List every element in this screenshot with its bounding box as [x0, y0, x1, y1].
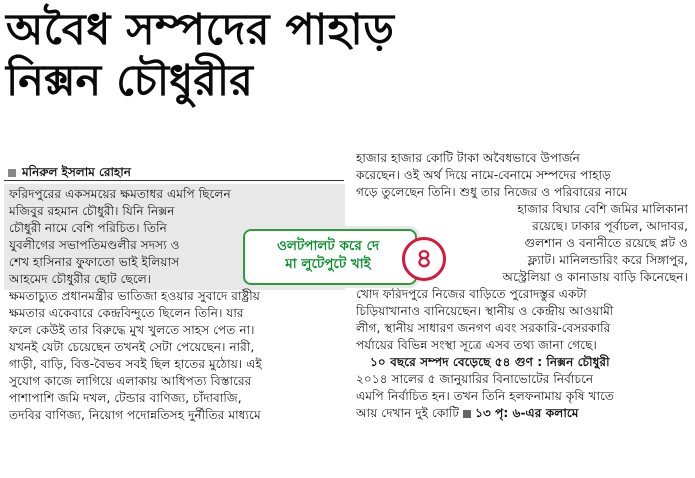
article-column-2	[356, 150, 688, 422]
col1-line: যখনই যেটা চেয়েছেন তখনই সেটা পেয়েছেন। নারী,	[9, 340, 255, 354]
continuation-jump: ১৩ পৃ: ৬-এর কলামে	[475, 406, 579, 420]
col1-line: ফরিদপুরের একসময়ের ক্ষমতাধর এমপি ছিলেন	[9, 187, 231, 201]
col1-line: গাড়ী, বাড়ি, বিত্ত-বৈভব সবই ছিল হাতের মুঠোয়। এই	[9, 357, 262, 371]
col2-line: ফ্ল্যাট। মানিলন্ডারিং করে সিঙ্গাপুর,	[527, 253, 688, 267]
col1-line: চৌধুরী নামে বেশি পরিচিত। তিনি	[9, 221, 167, 235]
col1-line: তদবির বাণিজ্য, নিয়োগ পদোন্নতিসহ দুর্নীতির মাধ্যমে	[9, 408, 261, 422]
col2-last-line	[356, 405, 688, 422]
col2-line: গুলশান ও বনানীতে রয়েছে প্লট ও	[524, 236, 688, 250]
pull-quote-text	[253, 237, 403, 273]
col2-line: পর্যায়ের বিভিন্ন সংস্থা সূত্রে এসব তথ্য জানা গেছে।	[356, 338, 597, 352]
col2-line: আয় দেখান দুই কোটি	[356, 406, 460, 420]
col2-line: চিড়িয়াখানাও বানিয়েছেন। স্থানীয় ও কেন্দ্রীয় আওয়ামী	[356, 304, 614, 318]
pull-quote	[243, 229, 417, 285]
col1-line: শেখ হাসিনার ফুফাতো ভাই ইলিয়াস	[9, 255, 180, 269]
col1-line: ক্ষমতাচ্যুত প্রধানমন্ত্রীর ভাতিজা হওয়ার সুবাদে রাষ্ট্রীয়	[9, 289, 260, 303]
col2-line: করেছেন। ওই অর্থ দিয়ে নামে-বেনামে সম্পদের পাহাড়	[356, 168, 611, 182]
col1-line: ক্ষমতার একেবারে কেন্দ্রবিন্দুতে ছিলেন তিনি। যার	[9, 306, 244, 320]
col2-line: গড়ে তুলেছেন তিনি। শুধু তার নিজের ও পরিবারের নামে	[356, 185, 628, 199]
continuation-square-icon	[463, 410, 471, 418]
pull-quote-line-1: ওলটপালট করে দে	[276, 238, 380, 254]
col1-line: পাশাপাশি জমি দখল, টেন্ডার বাণিজ্য, চাঁদাবাজি,	[9, 391, 242, 405]
headline-line-2: নিক্সন চৌধুরীর	[6, 56, 253, 107]
col2-line: এমপি নির্বাচিত হন। তখন তিনি হলফনামায় কৃষি খাতে	[356, 389, 615, 403]
col2-line: ২০১৪ সালের ৫ জানুয়ারির বিনাভোটের নির্বাচনে	[356, 372, 594, 386]
byline-author: মনিরুল ইসলাম রোহান	[22, 165, 131, 179]
col2-line: হাজার বিঘার বেশি জমির মালিকানা	[517, 202, 688, 216]
headline	[6, 5, 606, 107]
col1-line: মজিবুর রহমান চৌধুরী। যিনি নিক্সন	[9, 204, 175, 218]
col2-line: রয়েছে। ঢাকার পূর্বাচল, আদাবর,	[532, 219, 688, 233]
col1-line: ফলে কেউই তার বিরুদ্ধে মুখ খুলতে সাহস পেত না।	[9, 323, 255, 337]
col2-line: খোদ ফরিদপুরে নিজের বাড়িতে পুরোদস্তুর একটা	[356, 287, 587, 301]
series-number-badge: ৪	[402, 237, 446, 281]
bullet-icon	[8, 169, 16, 177]
col1-line: যুবলীগের সভাপতিমণ্ডলীর সদস্য ও	[9, 238, 180, 252]
col1-line: সুযোগ কাজে লাগিয়ে এলাকায় আধিপত্য বিস্তারের	[9, 374, 252, 388]
byline-divider	[4, 180, 344, 181]
col2-line: অস্ট্রেলিয়া ও কানাডায় বাড়ি কিনেছেন।	[502, 270, 688, 284]
subhead-wealth-growth: ১০ বছরে সম্পদ বেড়েছে ৫৪ গুণ : নিক্সন চৌধুরী	[370, 355, 610, 369]
col1-line: আহমেদ চৌধুরীর ছোট ছেলে।	[9, 272, 152, 286]
col2-line: লীগ, স্থানীয় সাধারণ জনগণ এবং সরকারি-বেসরকারি	[356, 321, 611, 335]
col2-line: হাজার হাজার কোটি টাকা অবৈধভাবে উপার্জন	[356, 151, 580, 165]
article-column-1	[9, 186, 341, 424]
pull-quote-line-2: মা লুটেপুটে খাই	[285, 256, 371, 272]
byline	[8, 164, 343, 184]
headline-line-1: অবৈধ সম্পদের পাহাড়	[6, 5, 395, 55]
